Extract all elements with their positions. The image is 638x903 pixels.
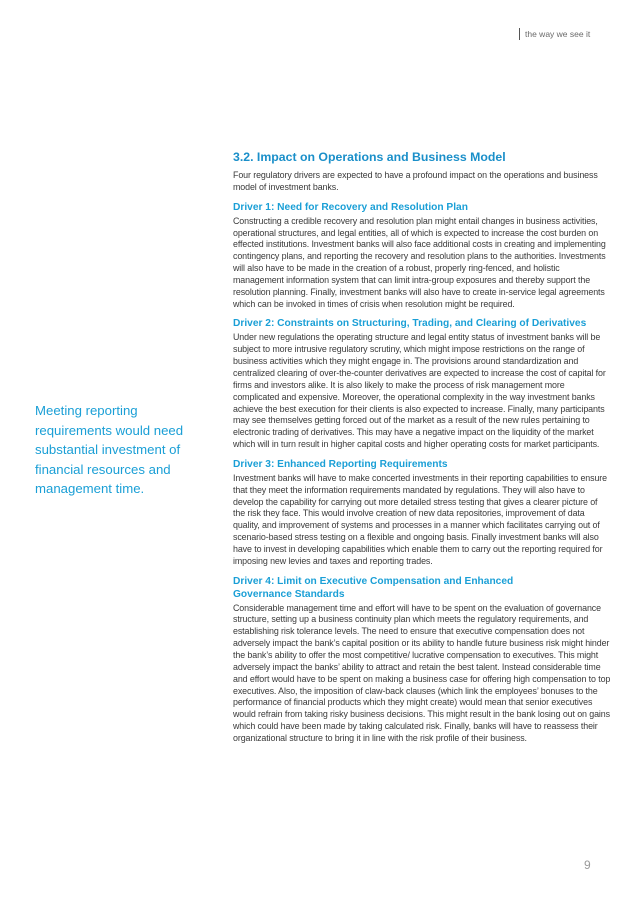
driver-2-title: Driver 2: Constraints on Structuring, Trading, and Clearing of Derivatives [233, 318, 587, 330]
driver-4-title: Driver 4: Limit on Executive Compensation and Enhanced Governance Standards [233, 575, 514, 600]
driver-3 [233, 458, 611, 568]
driver-1-title: Driver 1: Need for Recovery and Resolution Plan [233, 201, 468, 213]
driver-2 [233, 317, 611, 450]
main-content [233, 150, 611, 752]
pull-quote: Meeting reporting requirements would need substantial investment of financial resources and management time. [35, 403, 184, 496]
page-number: 9 [584, 858, 591, 872]
driver-4 [233, 575, 611, 745]
driver-4-body: Considerable management time and effort will have to be spent on the evaluation of governance structure, setting up a business continuity plan which meets the regulatory requirements, and establishing risk tolerance levels. The need to ensure that executive compensation does not adversely impact the bank’s capital position or its ability to handle future business risk might hinder the bank’s ability to offer the most competitive/ lucrative compensation to executives. This might adversely impact the banks’ ability to attract and retain the best talent. Instead considerable time and effort would have to be spent on making a business case for offering high compensation to top executives. Also, the imposition of claw-back clauses (which link the employees’ bonuses to the performance of financial products which they might create) would mean that senior executives would refrain from taking risky business decisions. This might result in the bank losing out on gains which could have been made by taking calculated risk. Finally, banks will have to reassess their organizational structure to bring it in line with the risk profile of their business. [233, 602, 611, 743]
header-tagline: the way we see it [519, 28, 590, 40]
driver-1-body: Constructing a credible recovery and resolution plan might entail changes in business activities, operational structures, and legal entities, all of which is expected to increase the cost burden on effected institutions. Investment banks will also face additional costs in creating and implementing contingency plans, and reporting the recovery and resolution plans to the authorities. Investments will also have to be made in the creation of a robust, properly ring-fenced, and holistic management information system that can limit intra-group exposures and thereby support the resolution planning. Finally, investment banks will also have to create in-service legal agreements which can be invoked in times of crisis when resolution might be required. [233, 215, 606, 309]
driver-3-body: Investment banks will have to make concerted investments in their reporting capabilities to ensure that they meet the information requirements mandated by regulations. They will also have to develop the capability for carrying out more detailed stress testing that gives a clearer picture of the risk they face. This would involve creation of new data repositories, improvement of data quality, and improvement of systems and processes in a manner which facilitates carrying out of scenario-based stress testing on a flexible and ongoing basis. Finally investment banks will also have to invest in developing capabilities which enable them to carry out the reporting required for imposing new levies and taxes and reporting trades. [233, 472, 607, 566]
driver-1 [233, 201, 611, 311]
driver-3-title: Driver 3: Enhanced Reporting Requirements [233, 458, 448, 470]
section-intro: Four regulatory drivers are expected to have a profound impact on the operations and business model of investment banks. [233, 170, 598, 192]
driver-2-body: Under new regulations the operating structure and legal entity status of investment banks will be subject to more intrusive regulatory scrutiny, which might impose restrictions on the range of business activities which they might engage in. The provisions around standardization and centralized clearing of over-the-counter derivatives are expected to increase the cost of capital for firms and investors alike. It is also likely to make the process of risk management more complicated and expensive. Moreover, the operational complexity in the way investment banks achieve the best execution for their clients is also expected to increase. Finally, many participants may see themselves getting forced out of the market as a result of the new rules pertaining to electronic trading of derivatives. This may have a negative impact on the liquidity of the market which will in turn result in higher capital costs and higher operating costs for market participants. [233, 332, 606, 450]
section-title: 3.2. Impact on Operations and Business Model [233, 150, 506, 164]
